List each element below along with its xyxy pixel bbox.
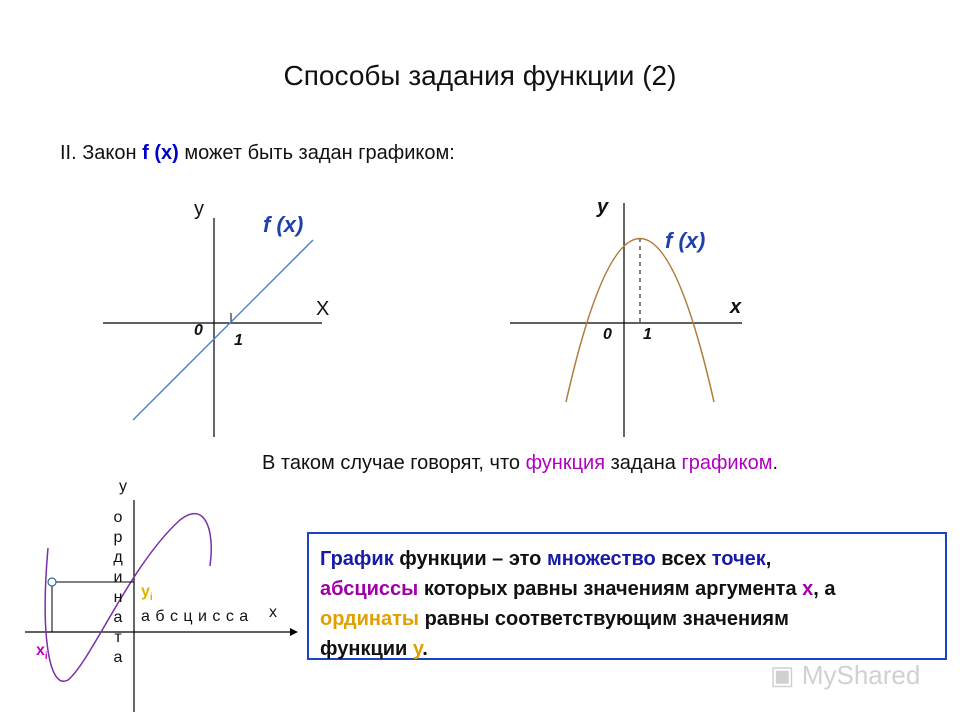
graph2-one: 1 xyxy=(643,326,652,343)
graph3-point xyxy=(48,578,56,586)
statement-part1: В таком случае говорят, что xyxy=(262,452,526,474)
def-word: равны соответствующим значениям xyxy=(419,608,789,630)
graph3-x-label: х xyxy=(269,604,277,621)
graph3-curve xyxy=(45,514,211,682)
def-word: точек xyxy=(711,548,766,570)
watermark-text: MyShared xyxy=(801,660,921,690)
graph1-one: 1 xyxy=(234,332,243,349)
subtitle-fx: f (x) xyxy=(142,142,179,164)
graph3-yi-sub: i xyxy=(149,592,153,604)
definition-box xyxy=(307,532,947,660)
graph2-y-label: y xyxy=(597,196,609,218)
watermark-icon: ▣ xyxy=(770,660,795,690)
def-word: всех xyxy=(655,548,712,570)
def-word: . xyxy=(422,638,428,660)
ordinate-letter: и xyxy=(113,569,123,586)
graph3-x-arrow xyxy=(290,628,298,636)
graph3-ordinate-label xyxy=(111,508,125,668)
graph1-y-label: у xyxy=(194,198,204,220)
def-word: у xyxy=(412,638,423,660)
ordinate-letter: о xyxy=(113,509,123,526)
graph3-yi-label: $y_i$ xyxy=(141,583,153,604)
def-word: х xyxy=(802,578,814,600)
def-word: абсциссы xyxy=(320,578,419,600)
ordinate-letter: а xyxy=(113,649,123,666)
graph3-abscissa-label: а б с ц и с с а xyxy=(141,608,249,625)
graph3-xi-sub: i xyxy=(44,651,48,663)
def-word: функции – это xyxy=(393,548,547,570)
graph1-x-label: Х xyxy=(316,298,330,320)
graph1-origin: 0 xyxy=(194,322,203,339)
graph3-xi-label: $x_i$ xyxy=(36,642,48,663)
def-word: , а xyxy=(813,578,836,600)
subtitle-suffix: может быть задан графиком: xyxy=(178,142,455,164)
ordinate-letter: а xyxy=(113,609,123,626)
def-word: которых равны значениям аргумента xyxy=(418,578,803,600)
page-title: Способы задания функции (2) xyxy=(283,60,677,91)
def-word: множество xyxy=(546,548,656,570)
def-word: функции xyxy=(320,638,413,660)
statement-part5: . xyxy=(772,452,779,474)
graph1-func-label: f (x) xyxy=(263,212,304,237)
graph3-y-label: у xyxy=(119,478,127,495)
subtitle-prefix: II. Закон xyxy=(60,142,143,164)
def-word: , xyxy=(765,548,772,570)
graph2-func-label: f (x) xyxy=(665,228,706,253)
watermark xyxy=(770,660,920,691)
ordinate-letter: р xyxy=(113,529,123,546)
graph2-origin: 0 xyxy=(603,326,612,343)
ordinate-letter: д xyxy=(113,549,123,566)
statement-graph: графиком xyxy=(681,452,773,474)
statement-function: функция xyxy=(525,452,606,474)
graph2-x-label: x xyxy=(730,296,742,318)
statement-part3: задана xyxy=(605,452,682,474)
ordinate-letter: т xyxy=(114,629,122,646)
def-word: ординаты xyxy=(320,608,420,630)
ordinate-letter: н xyxy=(113,589,123,606)
def-word: График xyxy=(320,548,394,570)
